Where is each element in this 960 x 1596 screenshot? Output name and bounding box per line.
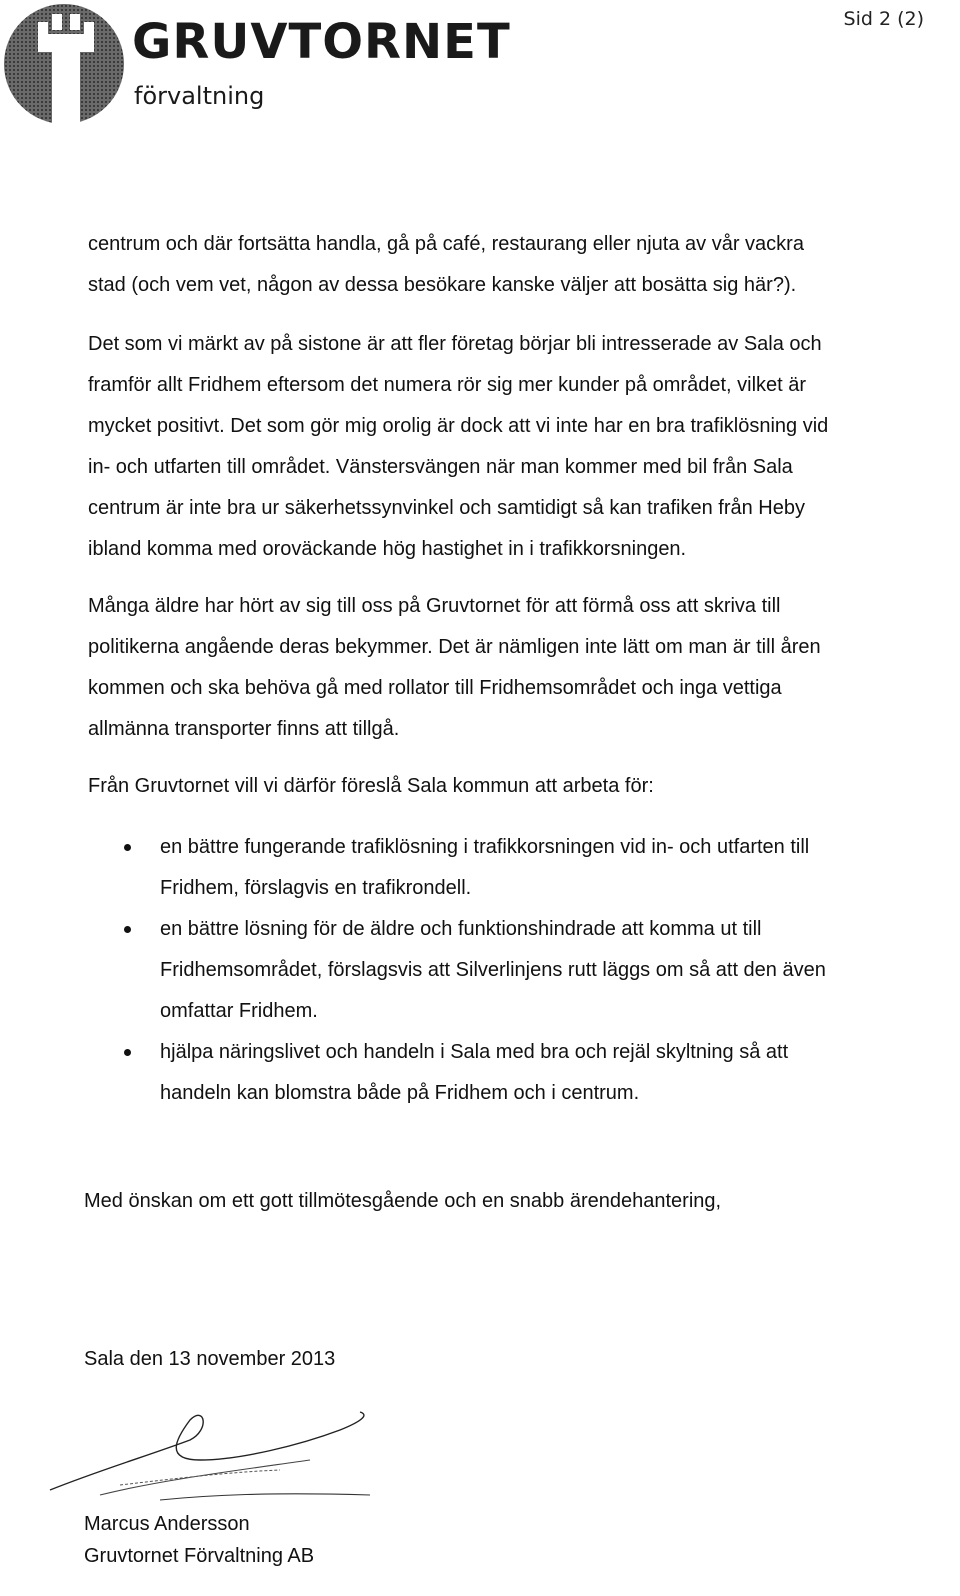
text-line: en bättre lösning för de äldre och funktionshindrade att komma ut till — [160, 918, 762, 940]
text-line: Fridhem, förslagvis en trafikrondell. — [160, 877, 472, 899]
text-line: stad (och vem vet, någon av dessa besökare kanske väljer att bosätta sig här?). — [88, 274, 797, 296]
signer-company: Gruvtornet Förvaltning AB — [84, 1545, 315, 1567]
paragraph-3 — [88, 586, 948, 750]
text-line: handeln kan blomstra både på Fridhem och i centrum. — [160, 1082, 640, 1104]
text-line: centrum och där fortsätta handla, gå på café, restaurang eller njuta av vår vackra — [88, 233, 804, 255]
handwritten-signature — [40, 1400, 400, 1510]
signer-name: Marcus Andersson — [84, 1513, 250, 1535]
list-item — [88, 909, 826, 1032]
logo-subtext: förvaltning — [134, 82, 265, 110]
closing-line: Med önskan om ett gott tillmötesgående och en snabb ärendehantering, — [84, 1190, 722, 1212]
bullet-icon — [124, 1049, 131, 1056]
paragraph-1 — [88, 224, 948, 306]
text-line: mycket positivt. Det som gör mig orolig är dock att vi inte har en bra trafiklösning vid — [88, 415, 829, 437]
bullet-icon — [124, 926, 131, 933]
text-line: framför allt Fridhem eftersom det numera rör sig mer kunder på området, vilket är — [88, 374, 807, 396]
bullet-icon — [124, 844, 131, 851]
text-line: omfattar Fridhem. — [160, 1000, 318, 1022]
tower-logo-icon — [0, 0, 132, 130]
text-line: allmänna transporter finns att tillgå. — [88, 718, 400, 740]
company-logo — [0, 0, 511, 130]
text-line: ibland komma med oroväckande hög hastighet in i trafikkorsningen. — [88, 538, 687, 560]
place-date: Sala den 13 november 2013 — [84, 1348, 336, 1370]
text-line: centrum är inte bra ur säkerhetssynvinkel och samtidigt så kan trafiken från Heby — [88, 497, 805, 519]
logo-text: GRUVTORNET — [132, 14, 511, 70]
text-line: politikerna angående deras bekymmer. Det är nämligen inte lätt om man är till åren — [88, 636, 821, 658]
list-item — [88, 1032, 826, 1114]
text-line: kommen och ska behöva gå med rollator till Fridhemsområdet och inga vettiga — [88, 677, 782, 699]
text-line: Det som vi märkt av på sistone är att fler företag börjar bli intresserade av Sala och — [88, 333, 822, 355]
text-line: hjälpa näringslivet och handeln i Sala med bra och rejäl skyltning så att — [160, 1041, 789, 1063]
paragraph-2 — [88, 324, 948, 570]
text-line: Fridhemsområdet, förslagsvis att Silverlinjens rutt läggs om så att den även — [160, 959, 826, 981]
proposal-list — [88, 827, 826, 1114]
page-number: Sid 2 (2) — [843, 8, 924, 30]
list-item — [88, 827, 826, 909]
text-line: Från Gruvtornet vill vi därför föreslå Sala kommun att arbeta för: — [88, 775, 654, 797]
paragraph-4 — [88, 766, 948, 807]
text-line: en bättre fungerande trafiklösning i trafikkorsningen vid in- och utfarten till — [160, 836, 810, 858]
text-line: Många äldre har hört av sig till oss på Gruvtornet för att förmå oss att skriva till — [88, 595, 781, 617]
text-line: in- och utfarten till området. Vänstersvängen när man kommer med bil från Sala — [88, 456, 793, 478]
